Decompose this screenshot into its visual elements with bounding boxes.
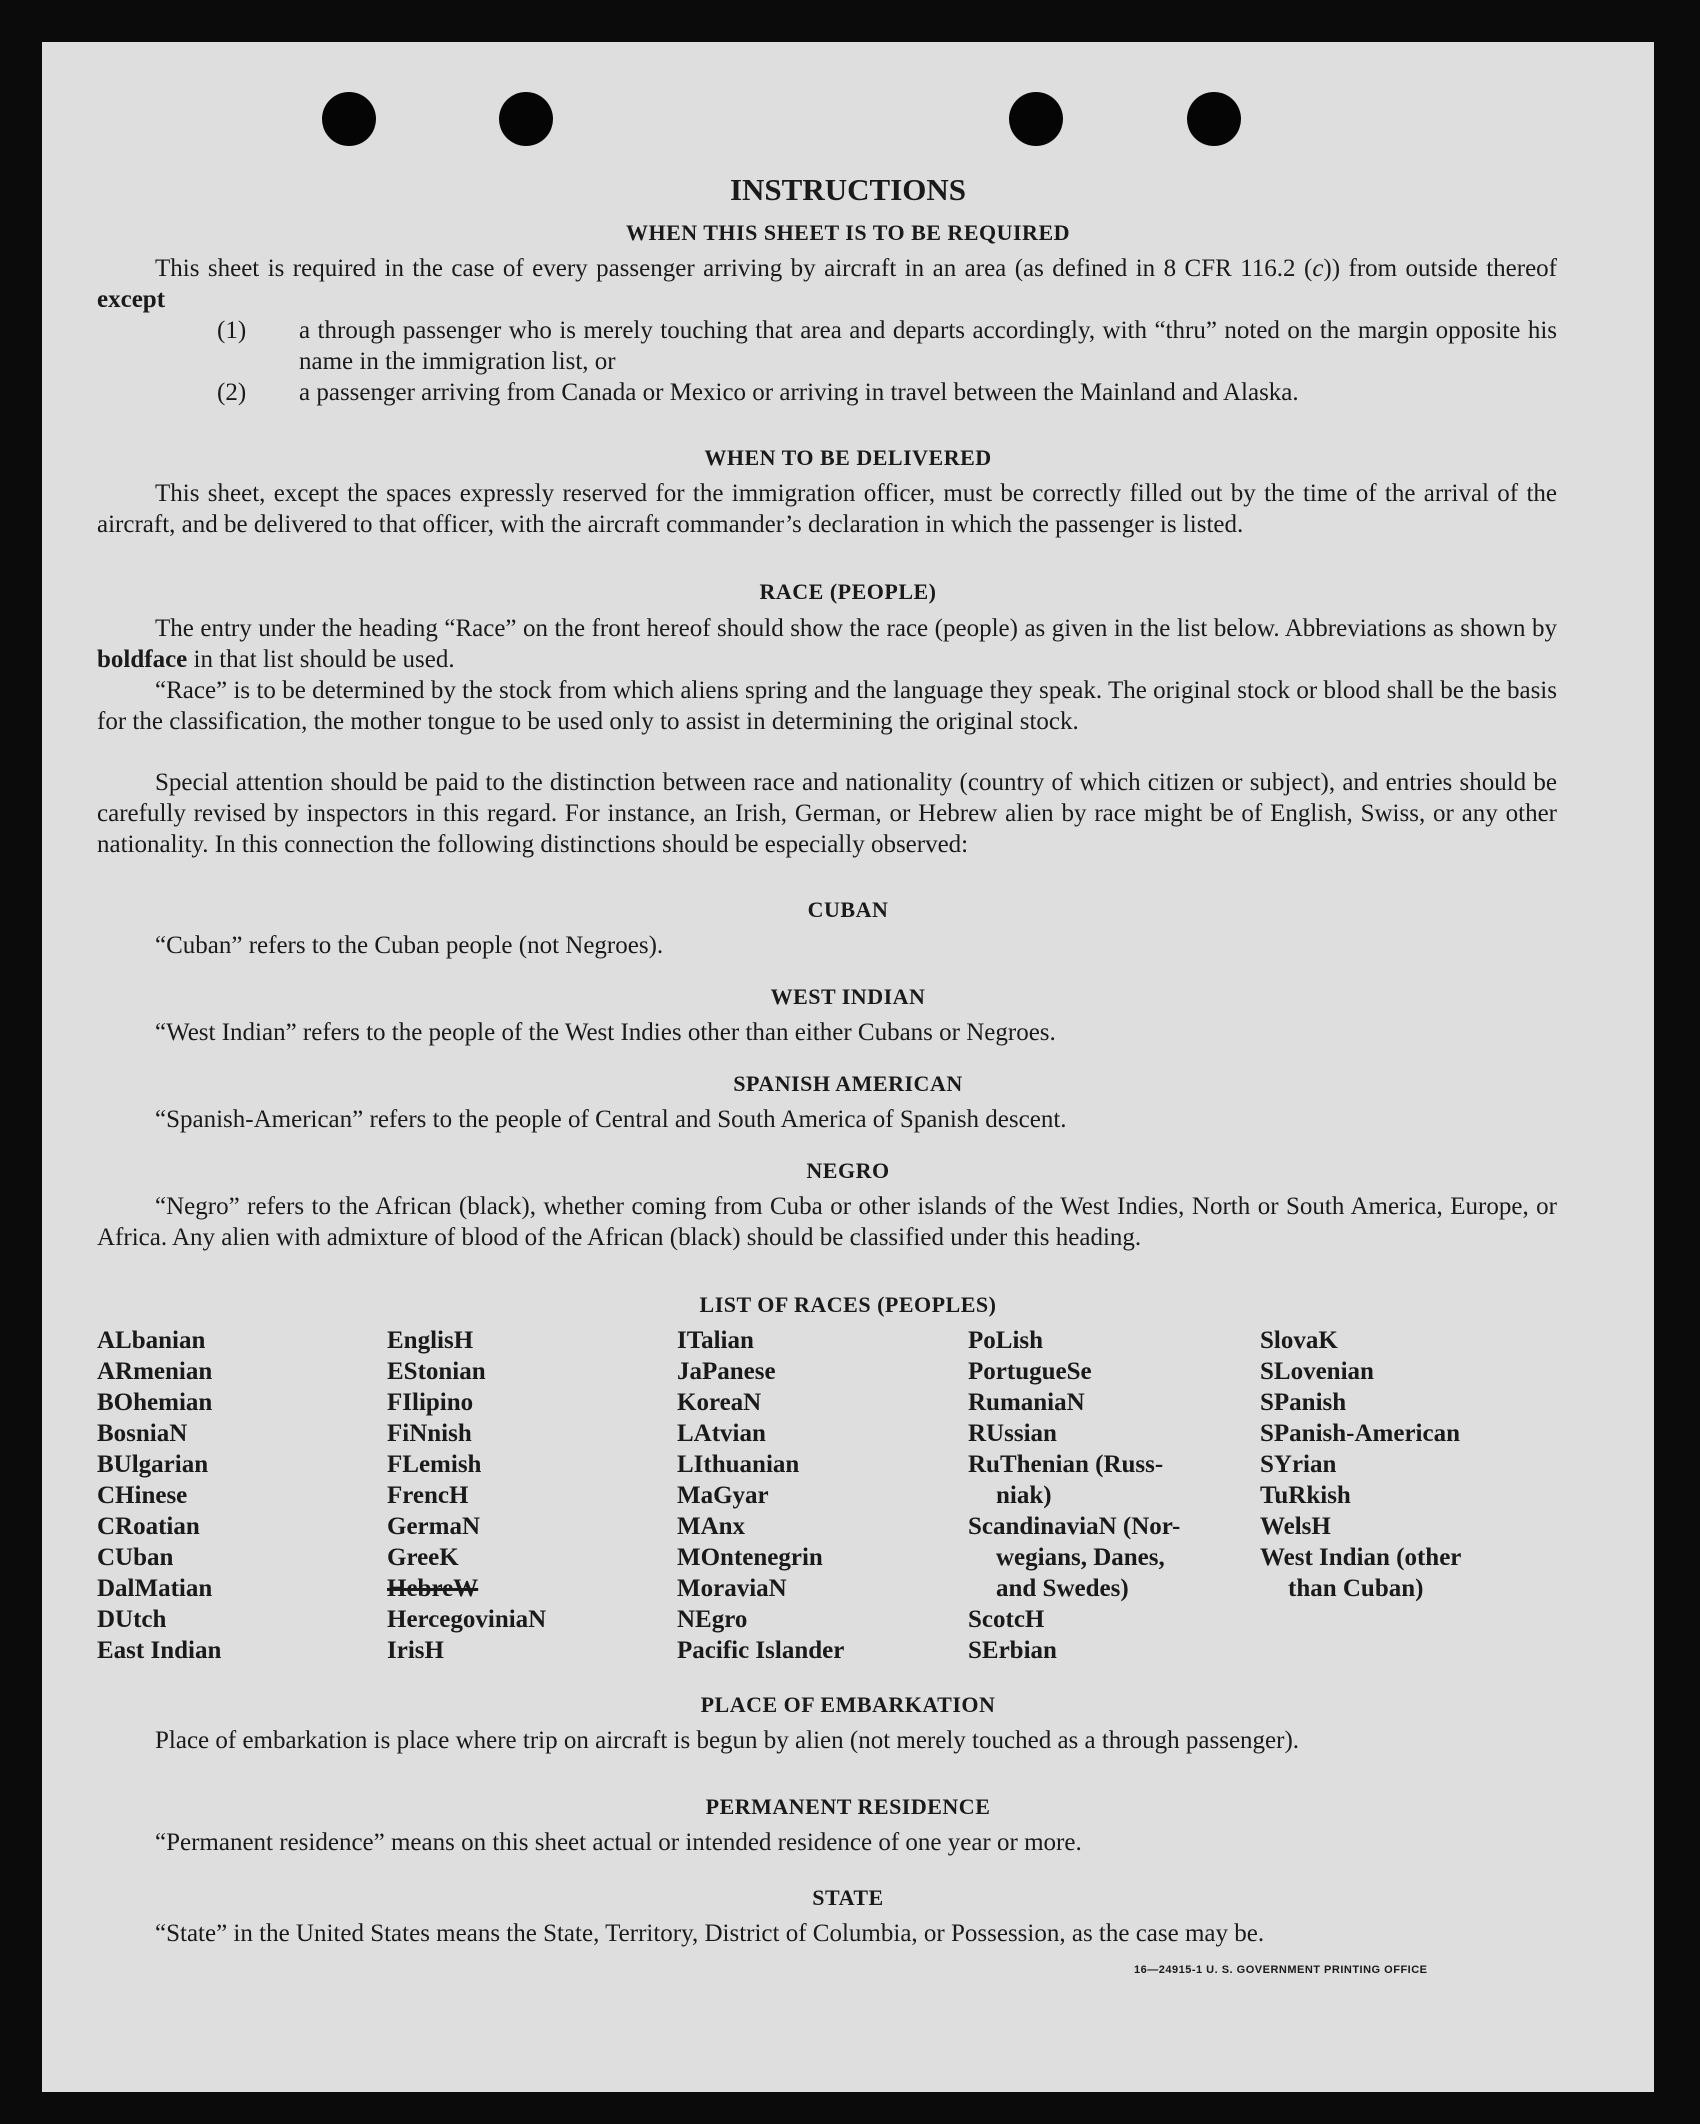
race-entry-continued: than Cuban) [1288,1575,1424,1602]
race-entry: IrisH [387,1637,444,1664]
race-paragraph-1: The entry under the heading “Race” on the front hereof should show the race (people) as given in the list below. Abbreviations as shown by boldface in that list should be used. [97,615,1557,673]
race-entry: DalMatian [97,1575,213,1602]
race-entry: SErbian [968,1637,1057,1664]
race-entry: PortugueSe [968,1358,1092,1385]
race-entry: HercegoviniaN [387,1606,547,1633]
race-entry: CUban [97,1544,174,1571]
race-entry: West Indian (other [1260,1544,1462,1571]
race-entry: NEgro [677,1606,748,1633]
spanish-american-text: “Spanish-American” refers to the people of Central and South America of Spanish descent. [155,1106,1067,1133]
race-entry-struck: HebreW [387,1575,479,1602]
race-entry-continued: and Swedes) [996,1575,1129,1602]
race-entry: East Indian [97,1637,222,1664]
negro-text: “Negro” refers to the African (black), whether coming from Cuba or other islands of the West Indies, North or South America, Europe, or Africa. Any alien with admixture of blood of the African (black) should be classified under this heading. [97,1193,1557,1251]
race-entry: FLemish [387,1451,482,1478]
race-entry: ARmenian [97,1358,213,1385]
race-entry: ScandinaviaN (Nor- [968,1513,1181,1540]
race-entry: EStonian [387,1358,486,1385]
punch-hole [322,92,376,146]
races-column-5 [1260,1325,1461,1604]
section-heading-when-delivered: WHEN TO BE DELIVERED [704,445,992,470]
punch-hole [499,92,553,146]
race-entry: ITalian [677,1327,754,1354]
race-entry: ALbanian [97,1327,206,1354]
cuban-text: “Cuban” refers to the Cuban people (not Negroes). [155,932,664,959]
race-entry: FIlipino [387,1389,474,1416]
section-heading-cuban: CUBAN [807,897,889,922]
race-entry: ScotcH [968,1606,1045,1633]
race-entry: JaPanese [677,1358,776,1385]
section-heading-race: RACE (PEOPLE) [759,579,937,604]
race-entry: TuRkish [1260,1482,1351,1509]
race-entry: SPanish-American [1260,1420,1460,1447]
section-heading-embarkation: PLACE OF EMBARKATION [700,1692,996,1717]
race-entry: BOhemian [97,1389,213,1416]
race-entry: SlovaK [1260,1327,1338,1354]
punch-hole [1009,92,1063,146]
race-entry: Pacific Islander [677,1637,845,1664]
races-column-2 [387,1325,546,1666]
when-required-intro: This sheet is required in the case of every passenger arriving by aircraft in an area (as defined in 8 CFR 116.2 (c)) from outside thereof except [97,255,1557,313]
race-entry: SLovenian [1260,1358,1374,1385]
race-entry: RumaniaN [968,1389,1085,1416]
race-entry: SYrian [1260,1451,1337,1478]
race-entry: BUlgarian [97,1451,209,1478]
races-column-3 [677,1325,844,1666]
state-text: “State” in the United States means the State, Territory, District of Columbia, or Possession, as the case may be. [155,1920,1265,1947]
race-entry: FiNnish [387,1420,472,1447]
race-entry-continued: niak) [996,1482,1052,1509]
embarkation-text: Place of embarkation is place where trip on aircraft is begun by alien (not merely touched as a through passenger). [155,1727,1300,1754]
race-entry: MoraviaN [677,1575,787,1602]
race-entry: BosniaN [97,1420,188,1447]
exception-item-2: (2) a passenger arriving from Canada or Mexico or arriving in travel between the Mainland and Alaska. [217,379,1299,406]
race-entry: RUssian [968,1420,1057,1447]
document-page [42,42,1654,2092]
race-entry: FrencH [387,1482,469,1509]
section-heading-negro: NEGRO [806,1158,890,1183]
race-entry: GermaN [387,1513,481,1540]
list-of-races-heading: LIST OF RACES (PEOPLES) [699,1292,997,1317]
section-heading-residence: PERMANENT RESIDENCE [705,1794,991,1819]
race-entry: RuThenian (Russ- [968,1451,1164,1478]
race-entry-continued: wegians, Danes, [996,1544,1165,1571]
race-entry: EnglisH [387,1327,474,1354]
printing-office-footer: 16—24915-1 U. S. GOVERNMENT PRINTING OFFICE [1134,1964,1428,1976]
races-column-4 [968,1325,1180,1666]
race-entry: MAnx [677,1513,746,1540]
race-entry: CRoatian [97,1513,200,1540]
section-heading-when-required: WHEN THIS SHEET IS TO BE REQUIRED [625,220,1071,245]
race-entry: KoreaN [677,1389,762,1416]
west-indian-text: “West Indian” refers to the people of the West Indies other than either Cubans or Negroes. [155,1019,1056,1046]
punch-hole [1187,92,1241,146]
residence-text: “Permanent residence” means on this sheet actual or intended residence of one year or more. [155,1829,1082,1856]
race-entry: LIthuanian [677,1451,800,1478]
race-entry: MOntenegrin [677,1544,823,1571]
section-heading-spanish-american: SPANISH AMERICAN [733,1071,963,1096]
when-delivered-text: This sheet, except the spaces expressly reserved for the immigration officer, must be correctly filled out by the time of the arrival of the aircraft, and be delivered to that officer, with the aircraft commander’s declaration in which the passenger is listed. [97,480,1557,538]
race-entry: DUtch [97,1606,167,1633]
exception-item-1: (1) a through passenger who is merely touching that area and departs accordingly, with “thru” noted on the margin opposite his name in the immigration list, or [217,317,1557,375]
section-heading-west-indian: WEST INDIAN [770,984,926,1009]
race-entry: GreeK [387,1544,459,1571]
section-heading-state: STATE [812,1885,884,1910]
race-entry: WelsH [1260,1513,1331,1540]
race-entry: SPanish [1260,1389,1347,1416]
race-entry: MaGyar [677,1482,769,1509]
page-title: INSTRUCTIONS [729,172,966,207]
race-entry: PoLish [968,1327,1044,1354]
race-paragraph-3: Special attention should be paid to the distinction between race and nationality (country of which citizen or subject), and entries should be carefully revised by inspectors in this regard. For instance, an Irish, German, or Hebrew alien by race might be of English, Swiss, or any other nationality. In this connection the following distinctions should be especially observed: [97,769,1557,858]
race-paragraph-2: “Race” is to be determined by the stock from which aliens spring and the language they speak. The original stock or blood shall be the basis for the classification, the mother tongue to be used only to assist in determining the original stock. [97,677,1557,735]
race-entry: CHinese [97,1482,188,1509]
races-column-1 [97,1325,221,1666]
race-entry: LAtvian [677,1420,766,1447]
